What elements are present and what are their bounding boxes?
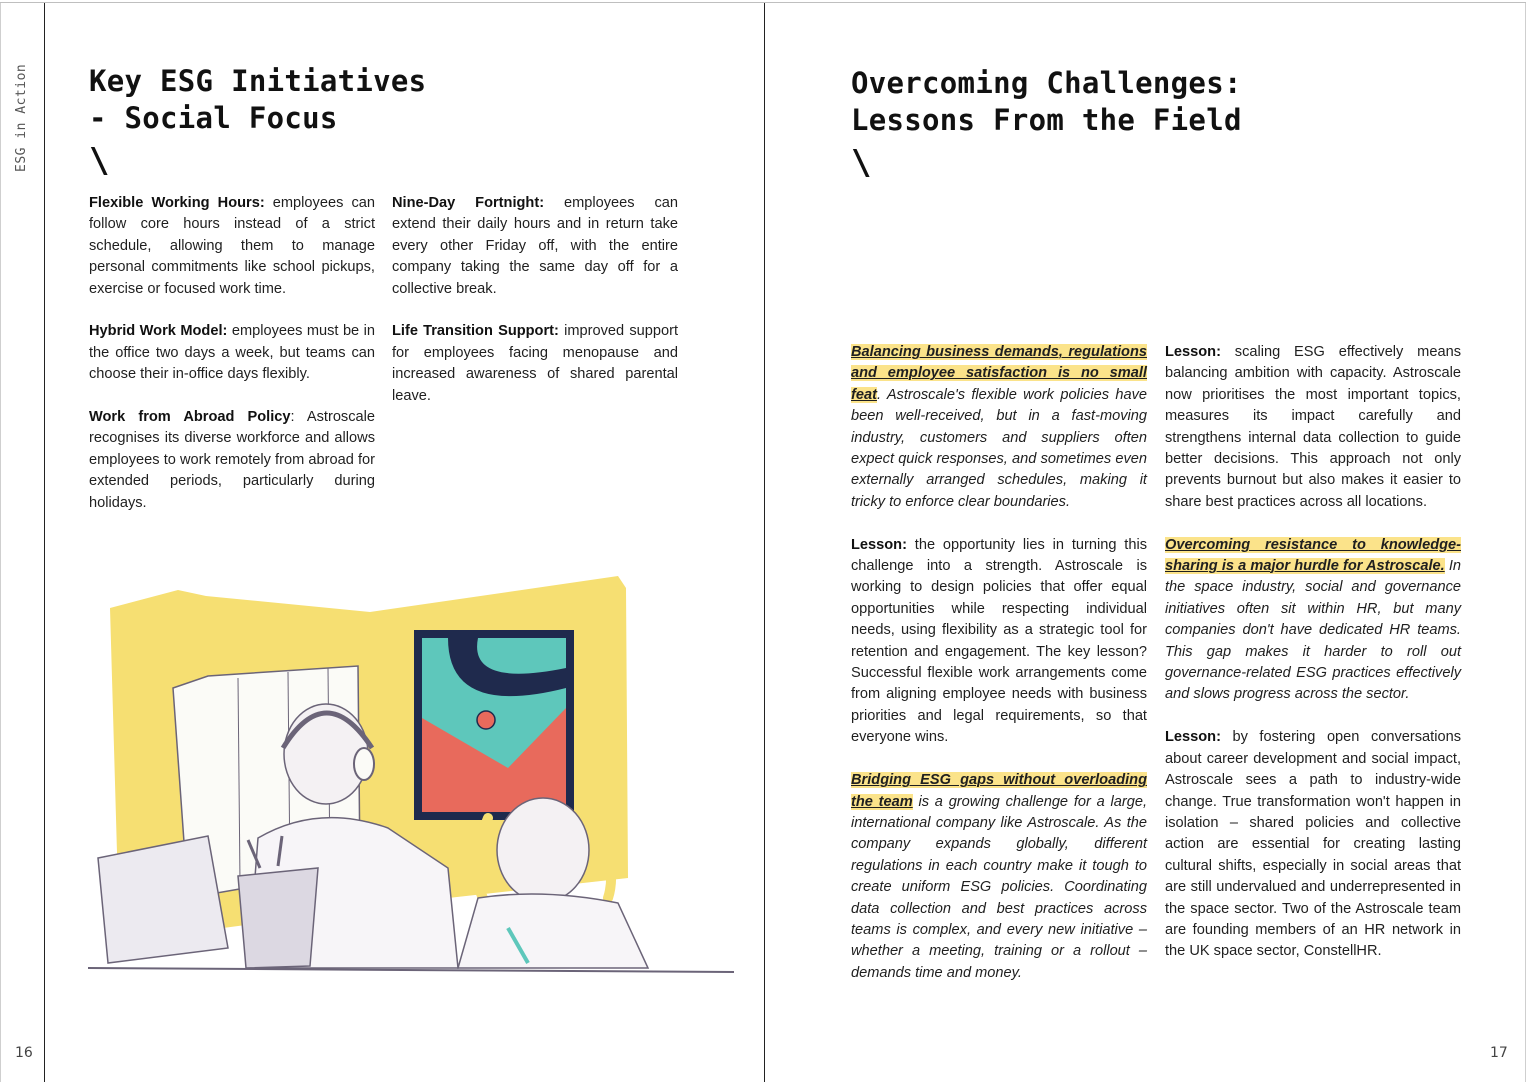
initiative-label: Life Transition Support: [392,323,559,340]
page-number-left: 16 [15,1045,33,1061]
lesson-block [1165,342,1461,513]
laptop-shape [98,836,228,963]
challenge-highlight: Overcoming resistance to knowledge-sharing is a major hurdle for Astroscale. [1165,536,1461,575]
initiative-item [89,407,375,514]
lesson-block [851,535,1147,749]
lesson-label: Lesson: [1165,729,1221,746]
challenge-highlight: Balancing business demands, regulations and employee satisfaction is no small feat [851,344,1147,403]
challenge-highlight: Bridging ESG gaps without overloading the team [851,772,1147,810]
initiative-label: Work from Abroad Policy [89,409,291,426]
challenge-block [851,770,1147,984]
child-head [497,798,589,902]
running-head: ESG in Action [14,63,29,172]
poster-sun [477,711,495,729]
lesson-text: by fostering open conversations about career development and social impact, Astroscale sees a path to industry-wide change. True transformation won't happen in isolation – shared policies and collective action are essential for creating lasting cultural shifts, especially in social areas that are still undervalued and underrepresented in the space sector. Two of the Astroscale team are founding members of an HR network in the UK space sector, ConstellHR. [1165,729,1461,960]
child-body [458,894,648,968]
initiative-item [392,193,678,300]
challenge-block [1165,535,1461,706]
lesson-text: the opportunity lies in turning this challenge into a strength. Astroscale is working to design policies that offer equal opportunities while respecting individual needs, using flexibility as a strategic tool for retention and engagement. The key lesson? Successful flexible work arrangements come from aligning employee needs with business priorities and legal requirements, so that everyone wins. [851,536,1147,746]
lesson-label: Lesson: [851,536,907,553]
page-number-right: 17 [1490,1045,1508,1061]
left-column-1 [89,193,375,535]
lesson-text: scaling ESG effectively means balancing ambition with capacity. Astroscale now prioritises the most important topics, measures its impact carefully and strengthens internal data collection to guide better decisions. This approach not only prevents burnout but also makes it easier to share best practices across all locations. [1165,344,1461,510]
title-right-line1: Overcoming Challenges: [851,66,1242,100]
lesson-block [1165,727,1461,962]
left-column-2 [392,193,678,428]
lesson-label: Lesson: [1165,344,1221,360]
initiative-text: employees must be in the office two days a week, but teams can choose their in-office days flexibly. [89,323,375,383]
headset-cup [354,748,374,780]
title-slash-left: \ [89,141,110,181]
initiative-item [89,193,375,300]
title-left-line2: - Social Focus [89,101,338,135]
woman-and-child-working-illustration [88,568,736,978]
title-left-line1: Key ESG Initiatives [89,64,427,98]
initiative-item [89,321,375,385]
page-title-right [851,65,1242,139]
top-rule [0,2,1526,3]
initiative-label: Flexible Working Hours: [89,195,265,211]
challenge-text: . Astroscale's flexible work policies have been well-received, but in a fast-moving industry, customers and suppliers often expect quick responses, and sometimes even externally arranged schedules, making it tricky to enforce clear boundaries. [851,386,1147,510]
right-column-2 [1165,342,1461,984]
book-spine [764,3,765,1082]
challenge-block [851,342,1147,513]
initiative-text: employees can follow core hours instead of a strict schedule, allowing them to manage personal commitments like school pickups, exercise or focused work time. [89,195,375,297]
initiative-label: Hybrid Work Model: [89,323,228,340]
margin-rule [44,3,45,1082]
initiative-text: : Astroscale recognises its diverse workforce and allows employees to work remotely from abroad for extended periods, particularly during holidays. [89,409,376,511]
initiative-text: employees can extend their daily hours and in return take every other Friday off, with the entire company taking the same day off for a collective break. [392,195,678,297]
initiative-text: improved support for employees facing menopause and increased awareness of shared parental leave. [392,323,678,404]
initiative-label: Nine-Day Fortnight: [392,195,545,211]
challenge-text: In the space industry, social and governance initiatives often sit within HR, but many companies don't have dedicated HR teams. This gap makes it harder to roll out governance-related ESG practices effectively and slows progress across the sector. [1165,558,1461,703]
title-slash-right: \ [851,143,872,183]
right-column-1 [851,342,1147,1006]
title-right-line2: Lessons From the Field [851,103,1242,137]
left-edge [0,3,1,1082]
pencil-cup [238,868,318,968]
challenge-text: is a growing challenge for a large, international company like Astroscale. As the company expands globally, different regulations in each country make it tough to create uniform ESG policies. Coordinating data collection and best practices across teams is complex, and every new initiative – whether a meeting, training or a rollout – demands time and money. [851,793,1148,981]
initiative-item [392,321,678,407]
page-title-left [89,63,426,137]
